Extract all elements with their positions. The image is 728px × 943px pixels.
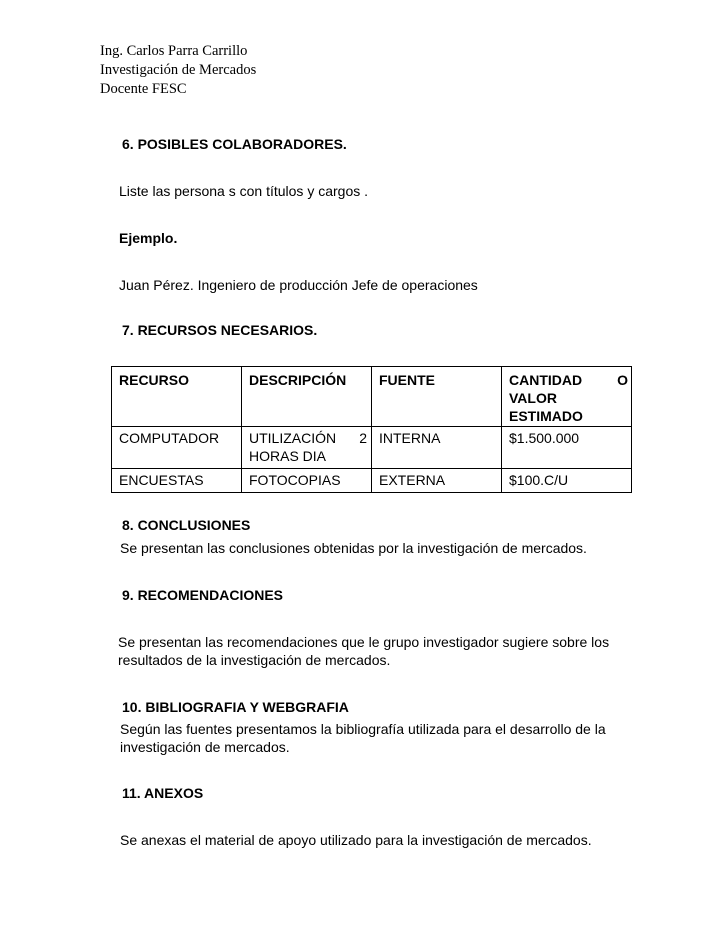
header-cell-amount [502, 367, 632, 427]
section-11-heading: 11. ANEXOS [122, 785, 204, 801]
table-header-row [112, 367, 632, 427]
table-row [112, 427, 632, 469]
table-row [112, 469, 632, 493]
header-course: Investigación de Mercados [100, 62, 257, 78]
cell-source: EXTERNA [372, 469, 502, 493]
section-6-instruction: Liste las persona s con títulos y cargos . [119, 183, 369, 199]
section-9-text-line1: Se presentan las recomendaciones que le grupo investigador sugiere sobre los [118, 634, 610, 650]
resources-table [111, 366, 632, 493]
section-6-example-text: Juan Pérez. Ingeniero de producción Jefe de operaciones [119, 277, 478, 293]
header-author: Ing. Carlos Parra Carrillo [100, 43, 248, 59]
section-9-text-line2: resultados de la investigación de mercados. [118, 652, 391, 668]
cell-description: FOTOCOPIAS [242, 469, 372, 493]
cell-description-line1: UTILIZACIÓN [249, 430, 337, 446]
cell-source: INTERNA [372, 427, 502, 469]
section-9-heading: 9. RECOMENDACIONES [122, 587, 284, 603]
section-8-heading: 8. CONCLUSIONES [122, 517, 251, 533]
section-6-example-label: Ejemplo. [119, 230, 178, 246]
cell-description-line2: HORAS DIA [249, 448, 327, 464]
header-cell-source: FUENTE [372, 367, 502, 427]
header-amount-line3: ESTIMADO [509, 408, 583, 424]
cell-amount: $100.C/U [502, 469, 632, 493]
cell-resource: ENCUESTAS [112, 469, 242, 493]
header-amount-line1: CANTIDAD [509, 372, 583, 388]
cell-description [242, 427, 372, 469]
section-6-heading: 6. POSIBLES COLABORADORES. [122, 136, 347, 152]
header-role: Docente FESC [100, 81, 187, 97]
header-amount-o: O [617, 372, 628, 388]
section-10-text-line2: investigación de mercados. [120, 739, 290, 755]
section-8-text: Se presentan las conclusiones obtenidas por la investigación de mercados. [120, 540, 587, 556]
header-cell-resource: RECURSO [112, 367, 242, 427]
cell-description-number: 2 [359, 430, 367, 446]
header-amount-line2: VALOR [509, 390, 557, 406]
section-10-text-line1: Según las fuentes presentamos la bibliografía utilizada para el desarrollo de la [120, 721, 606, 737]
cell-resource: COMPUTADOR [112, 427, 242, 469]
section-11-text: Se anexas el material de apoyo utilizado para la investigación de mercados. [120, 832, 592, 848]
header-cell-description: DESCRIPCIÓN [242, 367, 372, 427]
cell-amount: $1.500.000 [502, 427, 632, 469]
section-7-heading: 7. RECURSOS NECESARIOS. [122, 322, 318, 338]
section-10-heading: 10. BIBLIOGRAFIA Y WEBGRAFIA [122, 699, 349, 715]
